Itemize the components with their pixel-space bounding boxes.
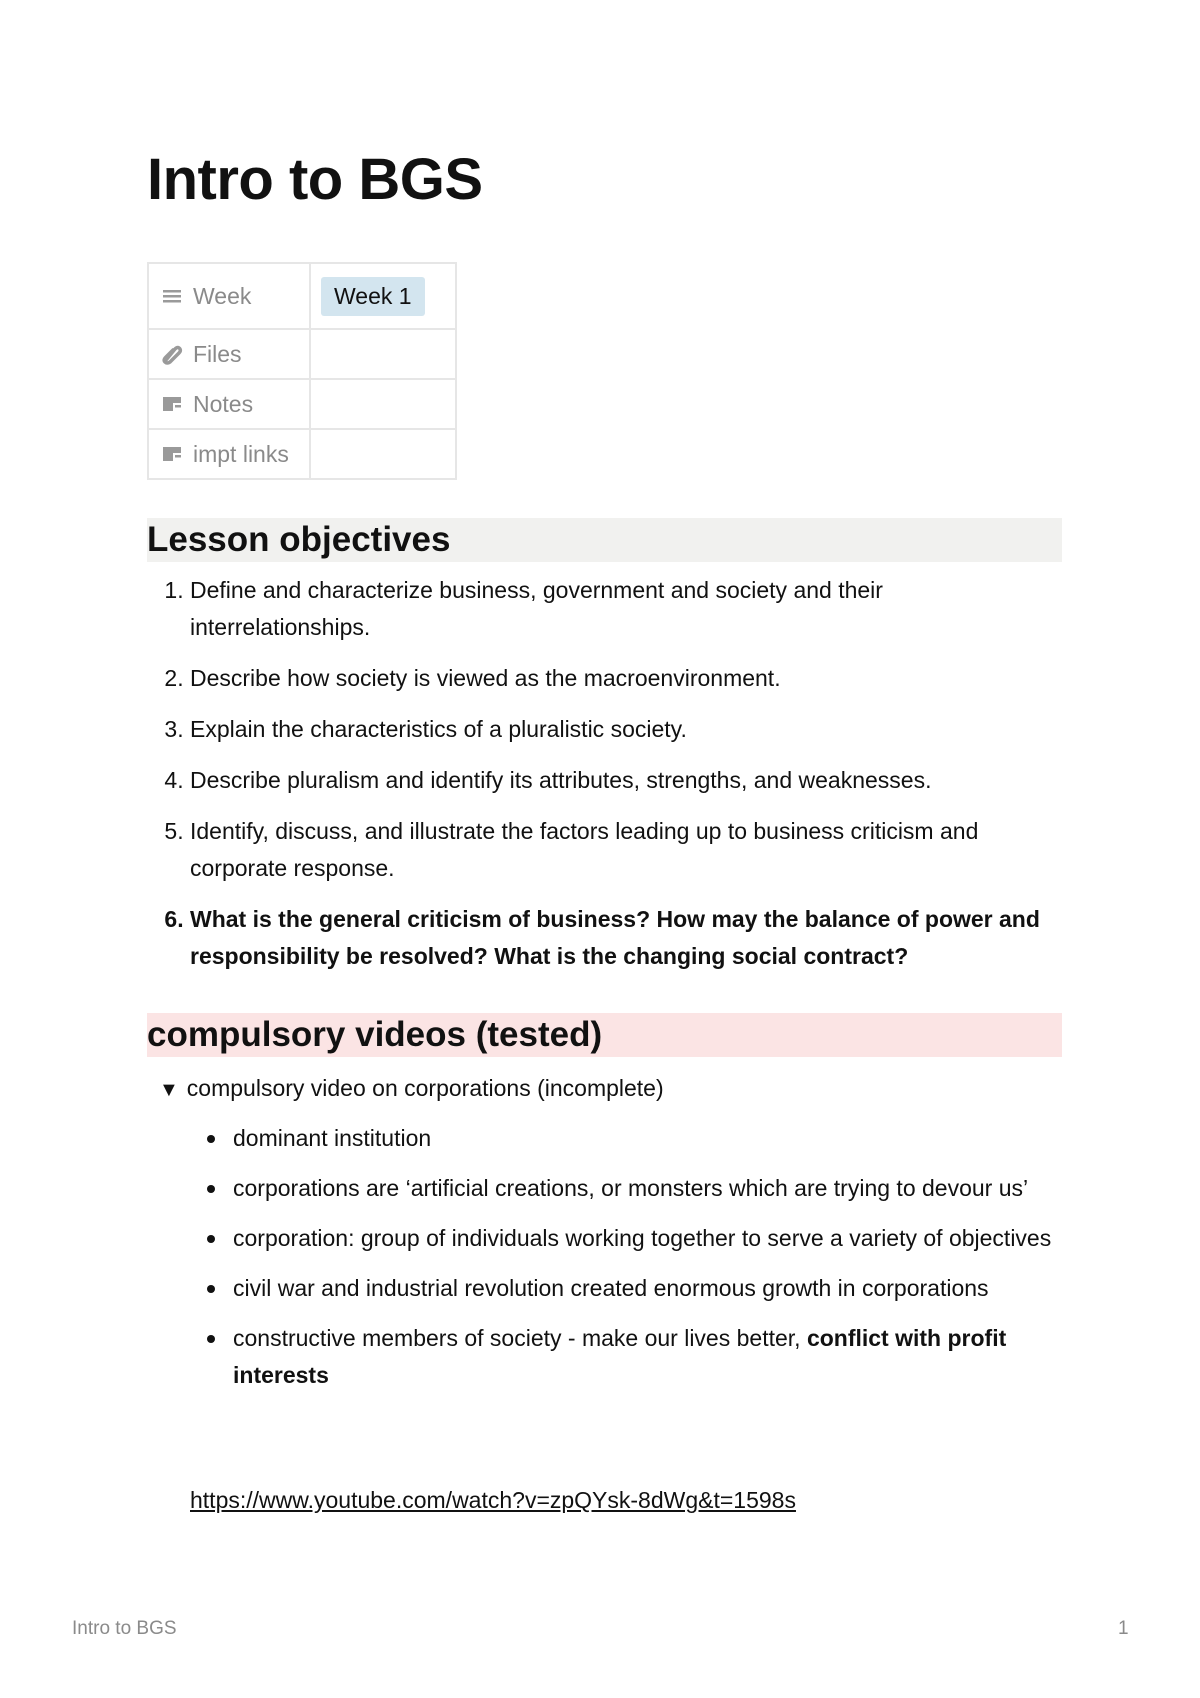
property-row-notes xyxy=(148,379,456,429)
property-name-cell xyxy=(148,429,310,479)
property-value-cell[interactable] xyxy=(310,429,456,479)
compulsory-videos-heading: compulsory videos (tested) xyxy=(147,1013,1062,1057)
bullet-dot-icon xyxy=(207,1135,215,1143)
property-name-cell xyxy=(148,263,310,329)
list-item xyxy=(233,1270,1062,1307)
property-value-cell[interactable] xyxy=(310,329,456,379)
property-name-cell xyxy=(148,379,310,429)
property-value-cell[interactable] xyxy=(310,263,456,329)
toggle-triangle-icon[interactable]: ▼ xyxy=(159,1079,179,1101)
property-row-week xyxy=(148,263,456,329)
property-label: impt links xyxy=(193,440,289,467)
bullet-text: constructive members of society - make our lives better, xyxy=(233,1325,807,1351)
objectives-list xyxy=(147,572,1060,989)
bullet-text: corporations are ‘artificial creations, or monsters which are trying to devour us’ xyxy=(233,1175,1029,1201)
list-item xyxy=(233,1170,1062,1207)
list-item: 4. Describe pluralism and identify its attributes, strengths, and weaknesses. xyxy=(190,762,1060,799)
text-block-icon xyxy=(161,393,183,415)
list-item: 5. Identify, discuss, and illustrate the factors leading up to business criticism and corporate response. xyxy=(190,813,1060,887)
toggle-label: compulsory video on corporations (incomplete) xyxy=(186,1075,664,1101)
video-notes-list xyxy=(147,1120,1062,1407)
bullet-text: corporation: group of individuals working together to serve a variety of objectives xyxy=(233,1225,1052,1251)
week-tag[interactable]: Week 1 xyxy=(321,277,425,316)
footer-page-number: 1 xyxy=(1118,1618,1129,1639)
property-label: Week xyxy=(193,282,252,309)
property-label: Files xyxy=(193,340,242,367)
property-label: Notes xyxy=(193,390,254,417)
bullet-text: civil war and industrial revolution created enormous growth in corporations xyxy=(233,1275,989,1301)
property-row-impt-links xyxy=(148,429,456,479)
list-icon xyxy=(161,285,183,307)
youtube-link[interactable]: https://www.youtube.com/watch?v=zpQYsk-8dWg&t=1598s xyxy=(190,1487,796,1513)
bullet-dot-icon xyxy=(207,1185,215,1193)
properties-table xyxy=(147,262,457,480)
property-value-cell[interactable] xyxy=(310,379,456,429)
bullet-bold-text: conflict with profit interests xyxy=(233,1325,1007,1388)
list-item: 2. Describe how society is viewed as the macroenvironment. xyxy=(190,660,1060,697)
list-item xyxy=(233,1220,1062,1257)
bullet-dot-icon xyxy=(207,1335,215,1343)
toggle-block[interactable] xyxy=(159,1070,664,1109)
list-item: 6. What is the general criticism of business? How may the balance of power and responsibility be resolved? What is the changing social contract? xyxy=(190,901,1060,975)
lesson-objectives-heading: Lesson objectives xyxy=(147,518,1062,562)
page-title: Intro to BGS xyxy=(147,147,483,212)
paperclip-icon xyxy=(161,343,183,365)
bullet-dot-icon xyxy=(207,1235,215,1243)
text-block-icon xyxy=(161,443,183,465)
bullet-text: dominant institution xyxy=(233,1125,432,1151)
property-name-cell xyxy=(148,329,310,379)
list-item: 1. Define and characterize business, government and society and their interrelationships. xyxy=(190,572,1060,646)
list-item xyxy=(233,1320,1062,1394)
list-item: 3. Explain the characteristics of a pluralistic society. xyxy=(190,711,1060,748)
list-item xyxy=(233,1120,1062,1157)
property-row-files xyxy=(148,329,456,379)
footer-doc-title: Intro to BGS xyxy=(72,1618,177,1639)
bullet-dot-icon xyxy=(207,1285,215,1293)
